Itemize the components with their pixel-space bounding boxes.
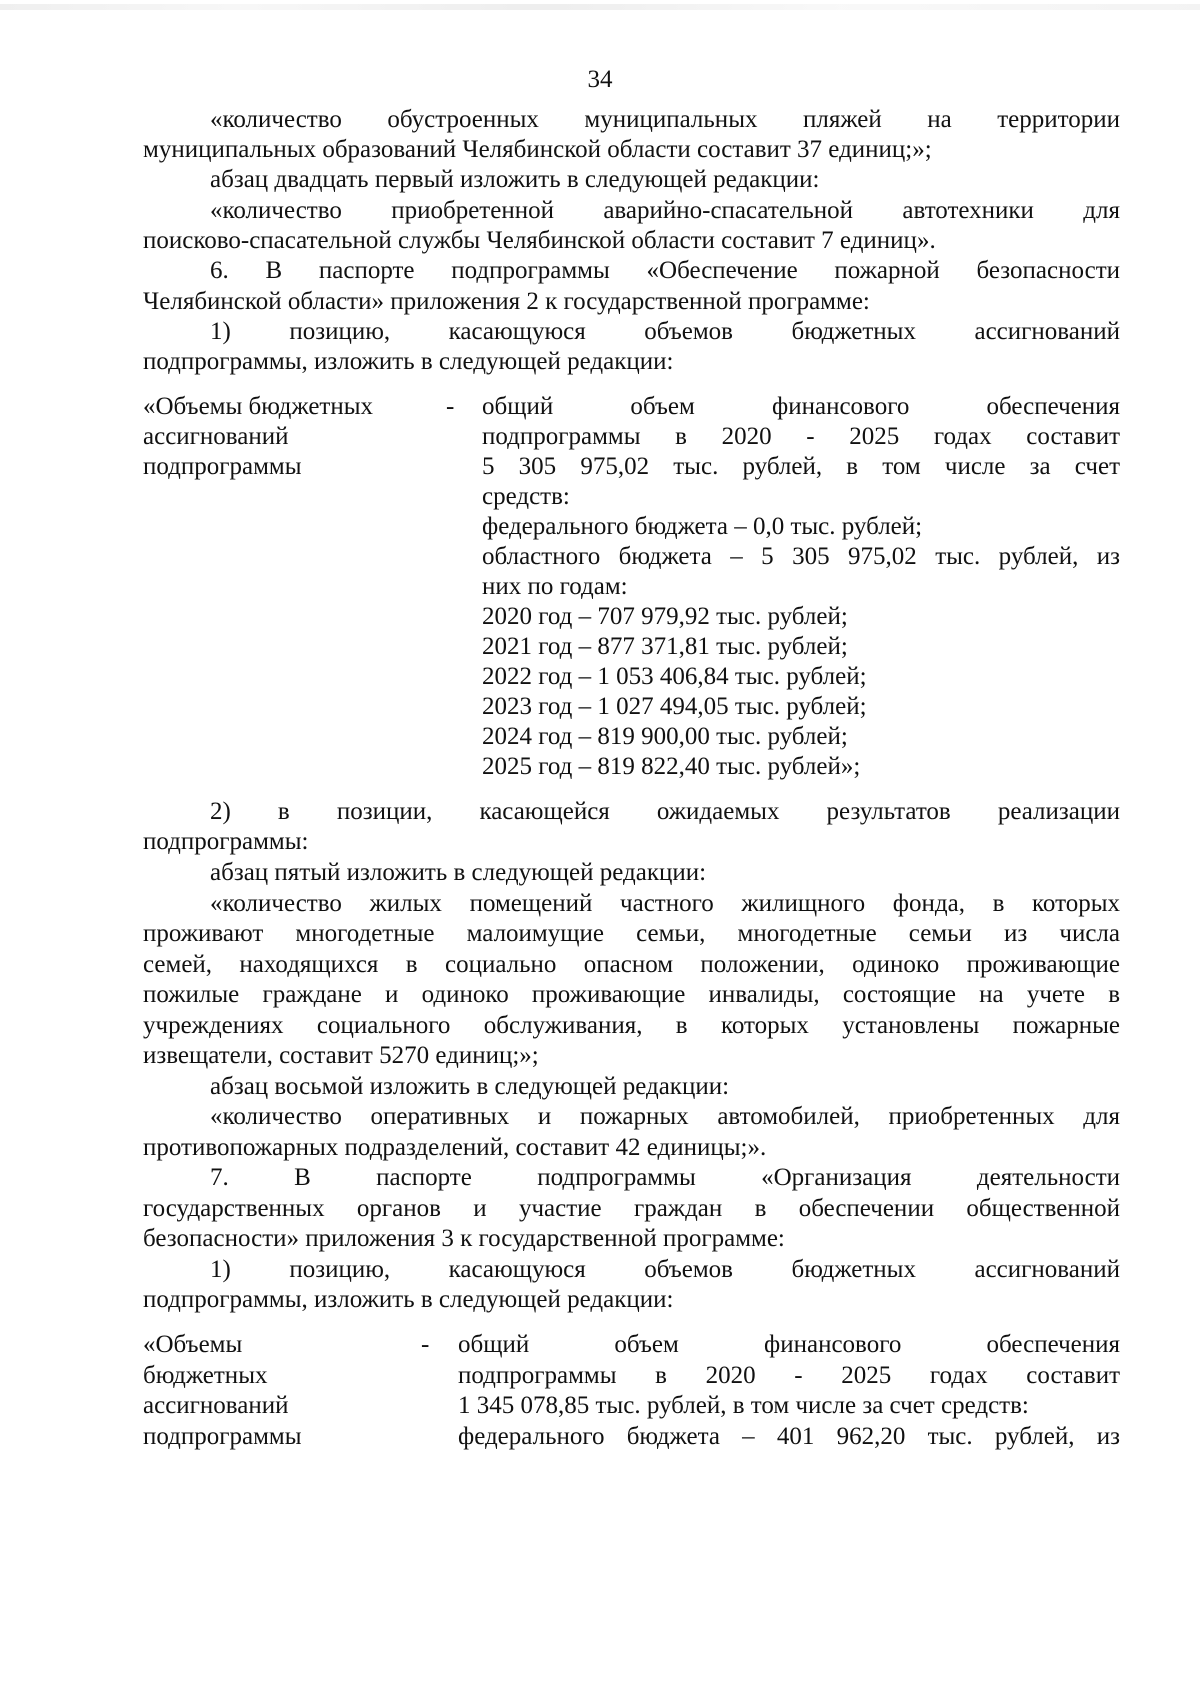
text-line: муниципальных образований Челябинской области составит 37 единиц;»; bbox=[143, 136, 932, 163]
text-line: «количество приобретенной аварийно-спасательной автотехники для bbox=[210, 197, 1120, 224]
text-line: противопожарных подразделений, составит 42 единицы;». bbox=[143, 1134, 767, 1161]
table-label: ассигнований bbox=[143, 1392, 289, 1419]
text-line: абзац двадцать первый изложить в следующей редакции: bbox=[210, 166, 820, 193]
text-line: «количество жилых помещений частного жилищного фонда, в которых bbox=[210, 890, 1120, 917]
table-label: ассигнований bbox=[143, 423, 289, 450]
scan-edge-artifact bbox=[0, 4, 1200, 10]
table-value-line: 2024 год – 819 900,00 тыс. рублей; bbox=[482, 723, 848, 750]
text-line: поисково-спасательной службы Челябинской области составит 7 единиц». bbox=[143, 227, 936, 254]
text-line: Челябинской области» приложения 2 к государственной программе: bbox=[143, 288, 870, 315]
table-value-line: 2022 год – 1 053 406,84 тыс. рублей; bbox=[482, 663, 867, 690]
table-value-line: 2021 год – 877 371,81 тыс. рублей; bbox=[482, 633, 848, 660]
text-line: 6. В паспорте подпрограммы «Обеспечение пожарной безопасности bbox=[210, 257, 1120, 284]
table-value-line: общий объем финансового обеспечения bbox=[458, 1331, 1120, 1358]
table-dash: - bbox=[421, 1331, 430, 1358]
text-line: 7. В паспорте подпрограммы «Организация деятельности bbox=[210, 1164, 1120, 1191]
table-value-line: общий объем финансового обеспечения bbox=[482, 393, 1120, 420]
text-line: учреждениях социального обслуживания, в которых установлены пожарные bbox=[143, 1012, 1120, 1039]
page-number: 34 bbox=[587, 66, 613, 93]
table-value-line: 2025 год – 819 822,40 тыс. рублей»; bbox=[482, 753, 861, 780]
text-line: проживают многодетные малоимущие семьи, многодетные семьи из числа bbox=[143, 920, 1120, 947]
table-value-line: средств: bbox=[482, 483, 570, 510]
table-label: «Объемы bbox=[143, 1331, 243, 1358]
table-value-line: федерального бюджета – 0,0 тыс. рублей; bbox=[482, 513, 923, 540]
table-value-line: них по годам: bbox=[482, 573, 628, 600]
text-line: 2) в позиции, касающейся ожидаемых результатов реализации bbox=[210, 798, 1120, 825]
text-line: безопасности» приложения 3 к государственной программе: bbox=[143, 1225, 785, 1252]
text-line: 1) позицию, касающуюся объемов бюджетных ассигнований bbox=[210, 318, 1120, 345]
table-value-line: 1 345 078,85 тыс. рублей, в том числе за счет средств: bbox=[458, 1392, 1029, 1419]
text-line: подпрограммы, изложить в следующей редакции: bbox=[143, 1286, 674, 1313]
text-line: семей, находящихся в социально опасном положении, одиноко проживающие bbox=[143, 951, 1120, 978]
table-dash: - bbox=[446, 393, 455, 420]
table-value-line: 5 305 975,02 тыс. рублей, в том числе за счет bbox=[482, 453, 1120, 480]
table-value-line: 2020 год – 707 979,92 тыс. рублей; bbox=[482, 603, 848, 630]
table-label: бюджетных bbox=[143, 1362, 268, 1389]
text-line: «количество оперативных и пожарных автомобилей, приобретенных для bbox=[210, 1103, 1120, 1130]
table-value-line: подпрограммы в 2020 - 2025 годах составит bbox=[458, 1362, 1120, 1389]
table-label: подпрограммы bbox=[143, 1423, 302, 1450]
table-label: «Объемы бюджетных bbox=[143, 393, 374, 420]
table-label: подпрограммы bbox=[143, 453, 302, 480]
text-line: «количество обустроенных муниципальных пляжей на территории bbox=[210, 106, 1120, 133]
text-line: абзац восьмой изложить в следующей редакции: bbox=[210, 1073, 730, 1100]
text-line: подпрограммы, изложить в следующей редакции: bbox=[143, 348, 674, 375]
table-value-line: областного бюджета – 5 305 975,02 тыс. рублей, из bbox=[482, 543, 1120, 570]
table-value-line: федерального бюджета – 401 962,20 тыс. рублей, из bbox=[458, 1423, 1120, 1450]
text-line: подпрограммы: bbox=[143, 828, 309, 855]
text-line: извещатели, составит 5270 единиц;»; bbox=[143, 1042, 539, 1069]
table-value-line: подпрограммы в 2020 - 2025 годах составит bbox=[482, 423, 1120, 450]
text-line: государственных органов и участие граждан в обеспечении общественной bbox=[143, 1195, 1120, 1222]
table-value-line: 2023 год – 1 027 494,05 тыс. рублей; bbox=[482, 693, 867, 720]
text-line: абзац пятый изложить в следующей редакции: bbox=[210, 859, 707, 886]
text-line: 1) позицию, касающуюся объемов бюджетных ассигнований bbox=[210, 1256, 1120, 1283]
text-line: пожилые граждане и одиноко проживающие инвалиды, состоящие на учете в bbox=[143, 981, 1120, 1008]
